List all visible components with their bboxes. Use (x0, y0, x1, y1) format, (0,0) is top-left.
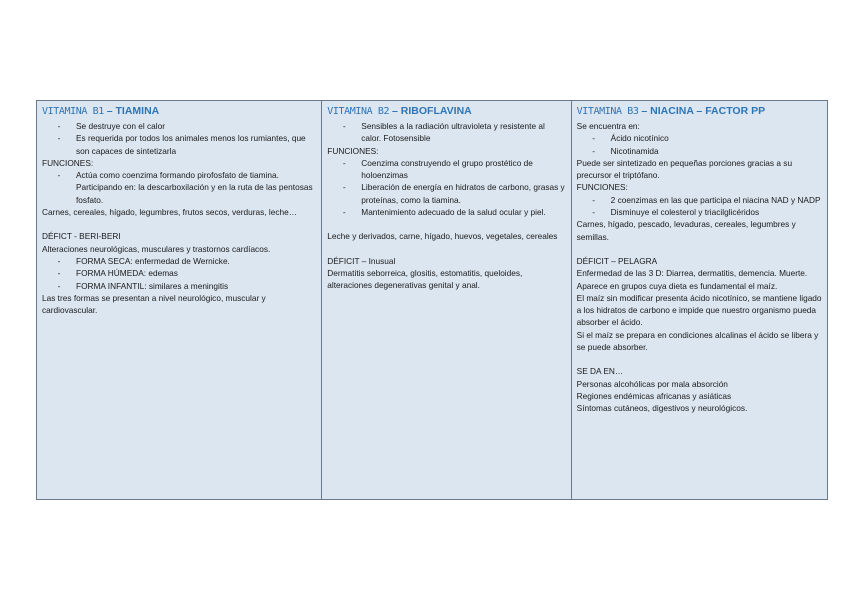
list-item: - Sensibles a la radiación ultravioleta y resistente al calor. Fotosensible (342, 121, 545, 144)
list-item: - Disminuye el colesterol y triacilglicéridos (592, 207, 760, 218)
se-da-item: Regiones endémicas africanas y asiáticas (576, 390, 732, 401)
deficit-label: DÉFICIT – PELAGRA (576, 255, 658, 266)
deficit-label: DÉFICIT – Inusual (327, 255, 396, 266)
paragraph: El maíz sin modificar presenta ácido nicotínico, se mantiene ligado a los hidratos de carbono e impide que nuestro organismo pueda absorber el ácido. (576, 292, 822, 328)
list-item: - Es requerida por todos los animales menos los rumiantes, que son capaces de sintetizarla (57, 133, 306, 156)
title-b1: VITAMINA B1 – TIAMINA (42, 105, 160, 117)
list-item: - Mantenimiento adecuado de la salud ocular y piel. (342, 207, 546, 218)
deficit-text: Enfermedad de las 3 D: Diarrea, dermatitis, demencia. Muerte. (576, 268, 808, 279)
vitamins-table (36, 100, 828, 500)
deficit-text: Dermatitis seborreica, glositis, estomatitis, queloides, alteraciones degenerativas genital y anal. (327, 267, 523, 291)
list-item: - Se destruye con el calor (57, 121, 166, 131)
se-da-label: SE DA EN… (576, 366, 624, 377)
list-item: - FORMA HÚMEDA: edemas (57, 268, 178, 279)
list-item: - Actúa como coenzima formando pirofosfato de tiamina. Participando en: la descarboxilación y en la ruta de las pentosas fosfato. (57, 170, 313, 205)
list-item: - 2 coenzimas en las que participa el niacina NAD y NADP (592, 194, 821, 205)
intro-text: Se encuentra en: (576, 121, 640, 131)
deficit-text: Alteraciones neurológicas, musculares y trastornos cardíacos. (42, 243, 271, 254)
paragraph: Aparece en grupos cuya dieta es fundamental el maíz. (576, 280, 778, 291)
funciones-label: FUNCIONES: (327, 145, 379, 156)
se-da-item: Personas alcohólicas por mala absorción (576, 378, 728, 389)
sources-text: Leche y derivados, carne, hígado, huevos, vegetales, cereales (327, 231, 558, 242)
title-b2: VITAMINA B2 – RIBOFLAVINA (327, 105, 472, 117)
deficit-label: DÉFICT - BERI-BERI (42, 231, 121, 242)
list-item: - FORMA INFANTIL: similares a meningitis (57, 280, 229, 291)
se-da-item: Síntomas cutáneos, digestivos y neurológicos. (576, 403, 748, 414)
closing-text: Las tres formas se presentan a nivel neurológico, muscular y cardiovascular. (42, 292, 266, 316)
sources-text: Carnes, cereales, hígado, legumbres, frutos secos, verduras, leche… (42, 207, 298, 218)
column-vitamin-b3 (571, 101, 827, 499)
list-item: - Ácido nicotínico (592, 133, 669, 144)
column-vitamin-b2 (321, 101, 570, 499)
title-b3: VITAMINA B3 – NIACINA – FACTOR PP (576, 105, 766, 117)
list-item: - Nicotinamida (592, 145, 659, 156)
funciones-label: FUNCIONES: (576, 182, 628, 193)
list-item: - Liberación de energía en hidratos de carbono, grasas y proteínas, como la tiamina. (342, 182, 565, 205)
list-item: - FORMA SECA: enfermedad de Wernicke. (57, 255, 230, 266)
synthesis-text: Puede ser sintetizado en pequeñas porciones gracias a su precursor el triptófano. (576, 157, 793, 181)
sources-text: Carnes, hígado, pescado, levaduras, cereales, legumbres y semillas. (576, 219, 796, 242)
paragraph: Si el maíz se prepara en condiciones alcalinas el ácido se libera y se puede absorber. (576, 329, 819, 353)
list-item: - Coenzima construyendo el grupo prostético de holoenzimas (342, 157, 533, 181)
funciones-label: FUNCIONES: (42, 157, 94, 168)
column-vitamin-b1 (37, 101, 321, 499)
